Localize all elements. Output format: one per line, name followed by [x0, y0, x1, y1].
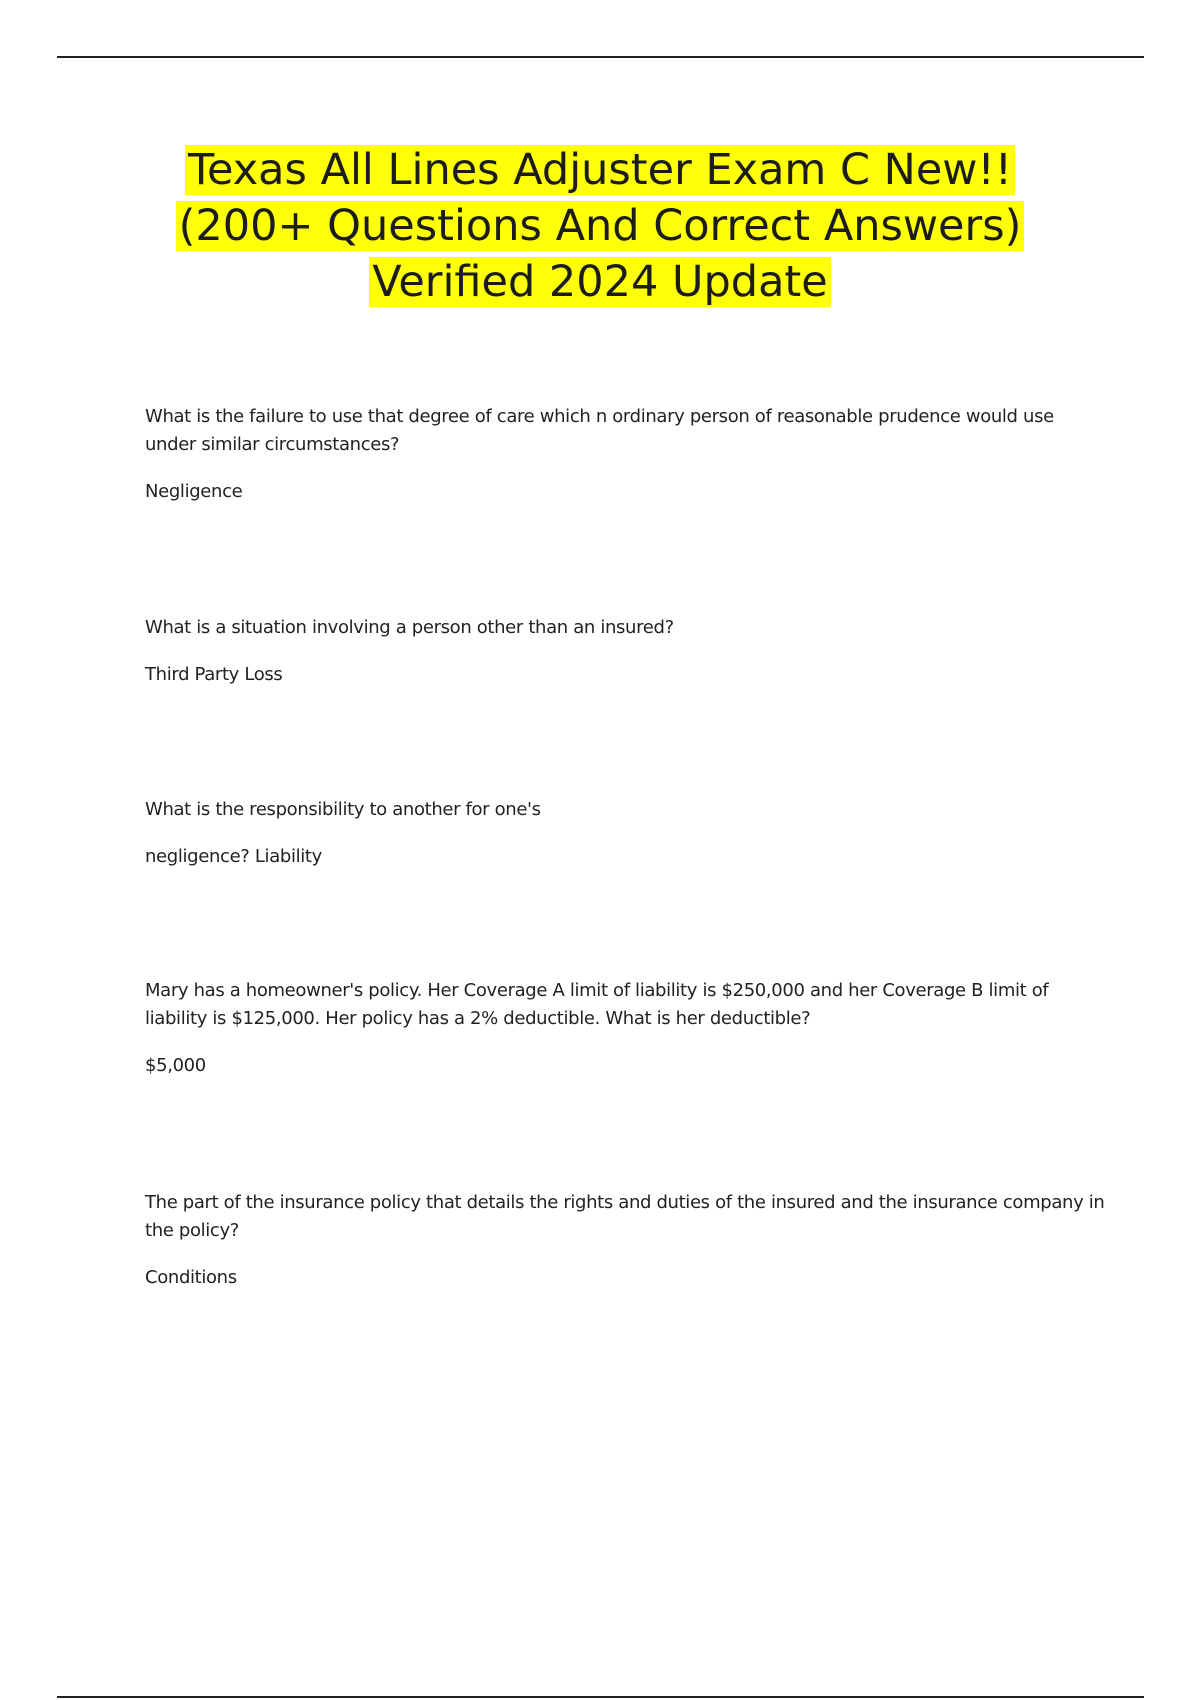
- question-text: What is a situation involving a person other than an insured?: [145, 617, 674, 638]
- title-text-3: Verified 2024 Update: [369, 257, 831, 307]
- bottom-rule: [57, 1696, 1144, 1698]
- title-line-2: [0, 198, 1200, 254]
- title-line-1: [0, 142, 1200, 198]
- answer-text: Negligence: [145, 481, 243, 502]
- qa-item: [145, 796, 1105, 871]
- answer-text: $5,000: [145, 1055, 206, 1076]
- question-text: What is the failure to use that degree of care which n ordinary person of reasonable prudence would use under similar circumstances?: [145, 406, 1054, 455]
- qa-item: [145, 977, 1105, 1080]
- question-text: Mary has a homeowner's policy. Her Coverage A limit of liability is $250,000 and her Coverage B limit of liability is $125,000. Her policy has a 2% deductible. What is her deductible?: [145, 980, 1049, 1029]
- qa-item: [145, 614, 1105, 689]
- qa-item: [145, 1189, 1105, 1292]
- answer-text: negligence? Liability: [145, 846, 322, 867]
- top-rule: [57, 56, 1144, 58]
- answer-text: Conditions: [145, 1267, 237, 1288]
- answer-text: Third Party Loss: [145, 664, 283, 685]
- question-text: The part of the insurance policy that details the rights and duties of the insured and the insurance company in the policy?: [145, 1192, 1105, 1241]
- title-text-1: Texas All Lines Adjuster Exam C New!!: [185, 145, 1015, 195]
- title-text-2: (200+ Questions And Correct Answers): [176, 201, 1025, 251]
- title-line-3: [0, 254, 1200, 310]
- document-title: [0, 142, 1200, 310]
- question-text: What is the responsibility to another for one's: [145, 799, 541, 820]
- qa-item: [145, 403, 1105, 506]
